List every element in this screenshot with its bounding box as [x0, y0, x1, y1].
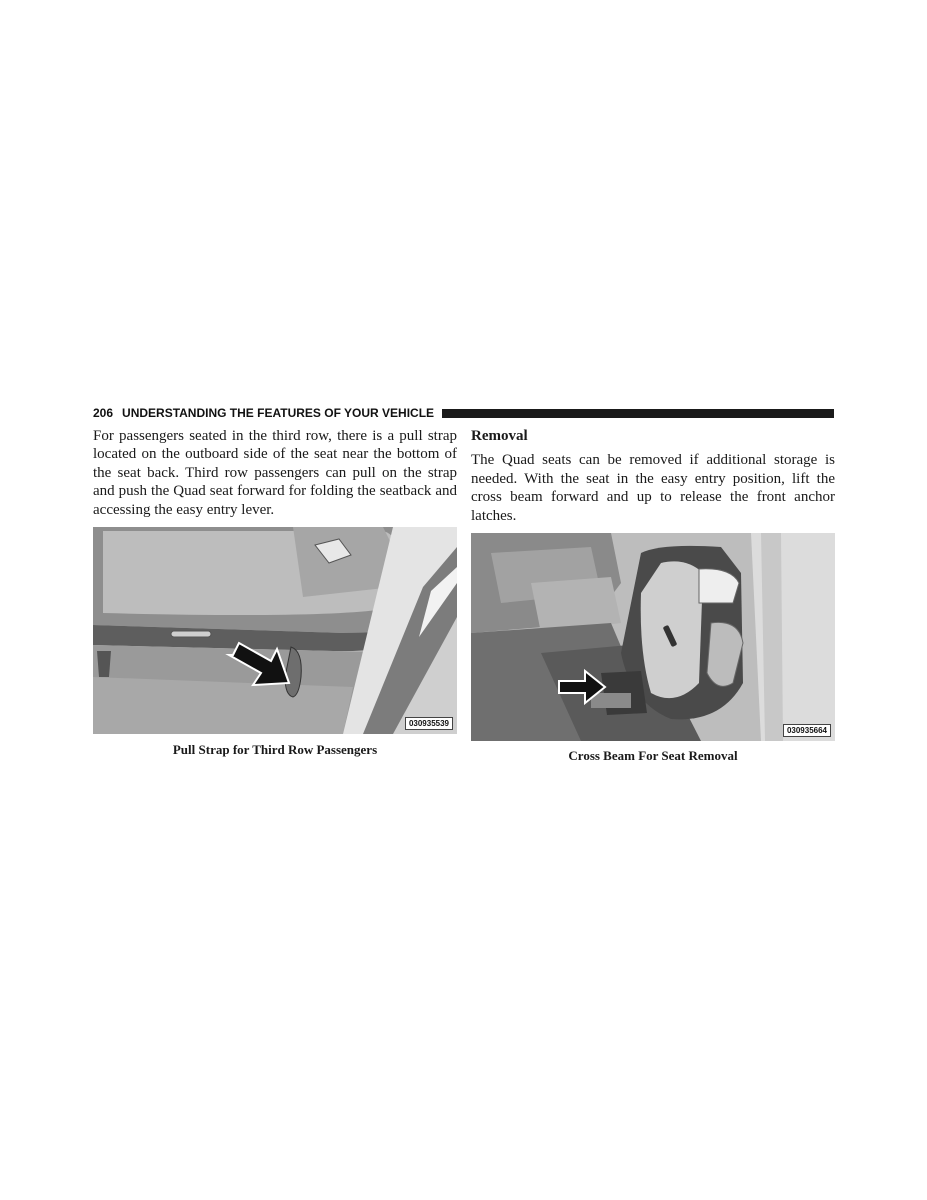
- right-column: [471, 427, 835, 764]
- pull-strap-figure: [93, 527, 457, 734]
- figure-code: 030935664: [783, 724, 831, 737]
- page-header: [93, 405, 834, 421]
- figure-code: 030935539: [405, 717, 453, 730]
- cross-beam-figure: [471, 533, 835, 741]
- pull-strap-paragraph: For passengers seated in the third row, there is a pull strap located on the outboard side of the seat near the bottom of the seat back. Third row passengers can pull on the strap and push the Quad seat forward for folding the seatback and accessing the easy entry lever.: [93, 428, 457, 518]
- page-number: 206: [93, 406, 114, 420]
- cross-beam-caption: Cross Beam For Seat Removal: [568, 748, 738, 764]
- removal-heading: Removal: [471, 428, 528, 444]
- header-rule: [442, 409, 834, 418]
- pull-strap-caption: Pull Strap for Third Row Passengers: [172, 742, 378, 758]
- cross-beam-illustration: [471, 533, 835, 741]
- section-title: UNDERSTANDING THE FEATURES OF YOUR VEHICLE: [122, 406, 435, 420]
- removal-paragraph: The Quad seats can be removed if additional storage is needed. With the seat in the easy entry position, lift the cross beam forward and up to release the front anchor latches.: [471, 452, 835, 524]
- left-column: [93, 427, 457, 758]
- pull-strap-illustration: [93, 527, 457, 734]
